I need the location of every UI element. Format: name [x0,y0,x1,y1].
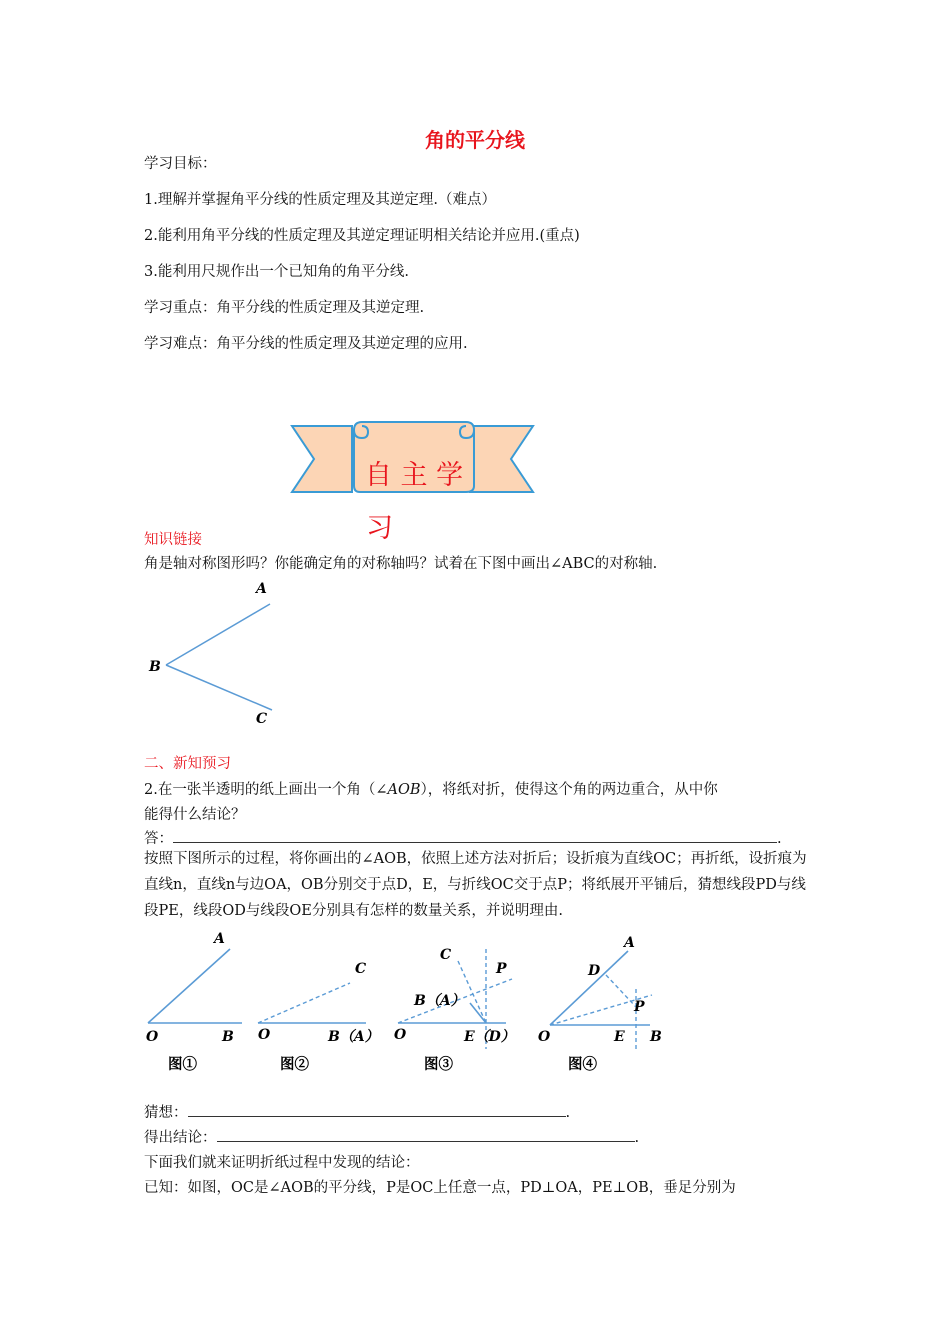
fig4-label-d: D [588,963,601,979]
page-title: 角的平分线 [425,128,525,152]
banner-left-ribbon [292,426,352,492]
fig2-label-c: C [355,961,367,977]
fig4-label-a: A [624,935,635,951]
folding-figures [140,925,680,1080]
objective-item-2: 2.能利用角平分线的性质定理及其逆定理证明相关结论并应用.(重点) [144,228,580,244]
conclusion-end: . [634,1130,640,1146]
key-point: 学习重点：角平分线的性质定理及其逆定理. [144,300,425,316]
q2-text-b: ），将纸对折，使得这个角的两边重合，从中你 [420,782,718,798]
guess-label: 猜想： [144,1105,188,1121]
label-a: A [256,581,267,597]
fig3-label-c: C [440,947,452,963]
fig4-label-o: O [538,1029,551,1045]
fig4-caption: 图④ [568,1056,597,1073]
fig3-label-ed: E（D） [464,1029,515,1045]
guess-line [144,1101,570,1122]
conclusion-label: 得出结论： [144,1130,217,1146]
fig1-label-a: A [214,931,225,947]
label-c: C [256,711,268,727]
label-b: B [149,659,161,675]
self-study-banner [290,420,535,500]
banner-right-ribbon [470,426,533,492]
fig1-ray-oa [148,949,230,1023]
fig4-label-e: E [614,1029,625,1045]
angle-abc-figure [140,576,300,736]
given-text: 已知：如图，OC是∠AOB的平分线，P是OC上任意一点，PD⊥OA，PE⊥OB，垂足分别为 [144,1180,736,1196]
banner-text-main: 自 主 学 [364,460,464,491]
q2-angle: ∠AOB [375,782,421,798]
guess-blank[interactable] [188,1102,566,1117]
q2-text-a: 2.在一张半透明的纸上画出一个角（ [144,782,376,798]
difficulty: 学习难点：角平分线的性质定理及其逆定理的应用. [144,336,468,352]
proof-intro: 下面我们就来证明折纸过程中发现的结论： [144,1155,420,1171]
ray-bc [166,665,272,710]
fig3-label-o: O [394,1027,407,1043]
guess-end: . [565,1105,571,1121]
fig4-segment-dp [606,975,636,1007]
fig2-label-ba: B（A） [328,1029,379,1045]
q2-line-2: 能得什么结论？ [144,807,246,823]
knowledge-link-question: 角是轴对称图形吗？你能确定角的对称轴吗？试着在下图中画出∠ABC的对称轴. [144,556,658,572]
fig4-label-p: P [634,999,645,1015]
fig1-caption: 图① [168,1056,197,1073]
objective-item-1: 1.理解并掌握角平分线的性质定理及其逆定理.（难点） [144,192,496,208]
objectives-heading: 学习目标： [144,156,217,172]
q2-line-1 [144,778,718,799]
fig4-label-b: B [650,1029,662,1045]
fig3-caption: 图③ [424,1056,453,1073]
answer-label: 答： [144,831,173,847]
figure-3 [394,947,515,1073]
answer-blank[interactable] [173,828,777,843]
preview-heading: 二、新知预习 [144,756,231,772]
answer-end: . [777,831,782,847]
fig2-label-o: O [258,1027,271,1043]
figure-4 [538,935,662,1073]
banner-text-wrap: 习 [366,513,393,544]
ray-ba [166,604,270,665]
fig3-fold-c [458,961,486,1023]
fig3-label-p: P [496,961,507,977]
fig3-label-ba: B（A） [414,993,465,1009]
figure-1 [146,931,242,1073]
knowledge-link-heading: 知识链接 [144,532,202,548]
figure-2 [258,961,379,1073]
fig2-ray-oc [258,983,350,1023]
instructions: 按照下图所示的过程，将你画出的∠AOB，依照上述方法对折后；设折痕为直线OC；再折纸，设折痕为直线n，直线n与边OA，OB分别交于点D，E，与折线OC交于点P；将纸展开平铺后，猜想线段PD与线段PE，线段OD与线段OE分别具有怎样的数量关系，并说明理由. [144,851,807,919]
answer-line [144,827,782,848]
fig1-label-o: O [146,1029,159,1045]
objective-item-3: 3.能利用尺规作出一个已知角的角平分线. [144,264,409,280]
fig2-caption: 图② [280,1056,309,1073]
conclusion-blank[interactable] [217,1127,635,1142]
fig1-label-b: B [222,1029,234,1045]
conclusion-line [144,1126,639,1147]
